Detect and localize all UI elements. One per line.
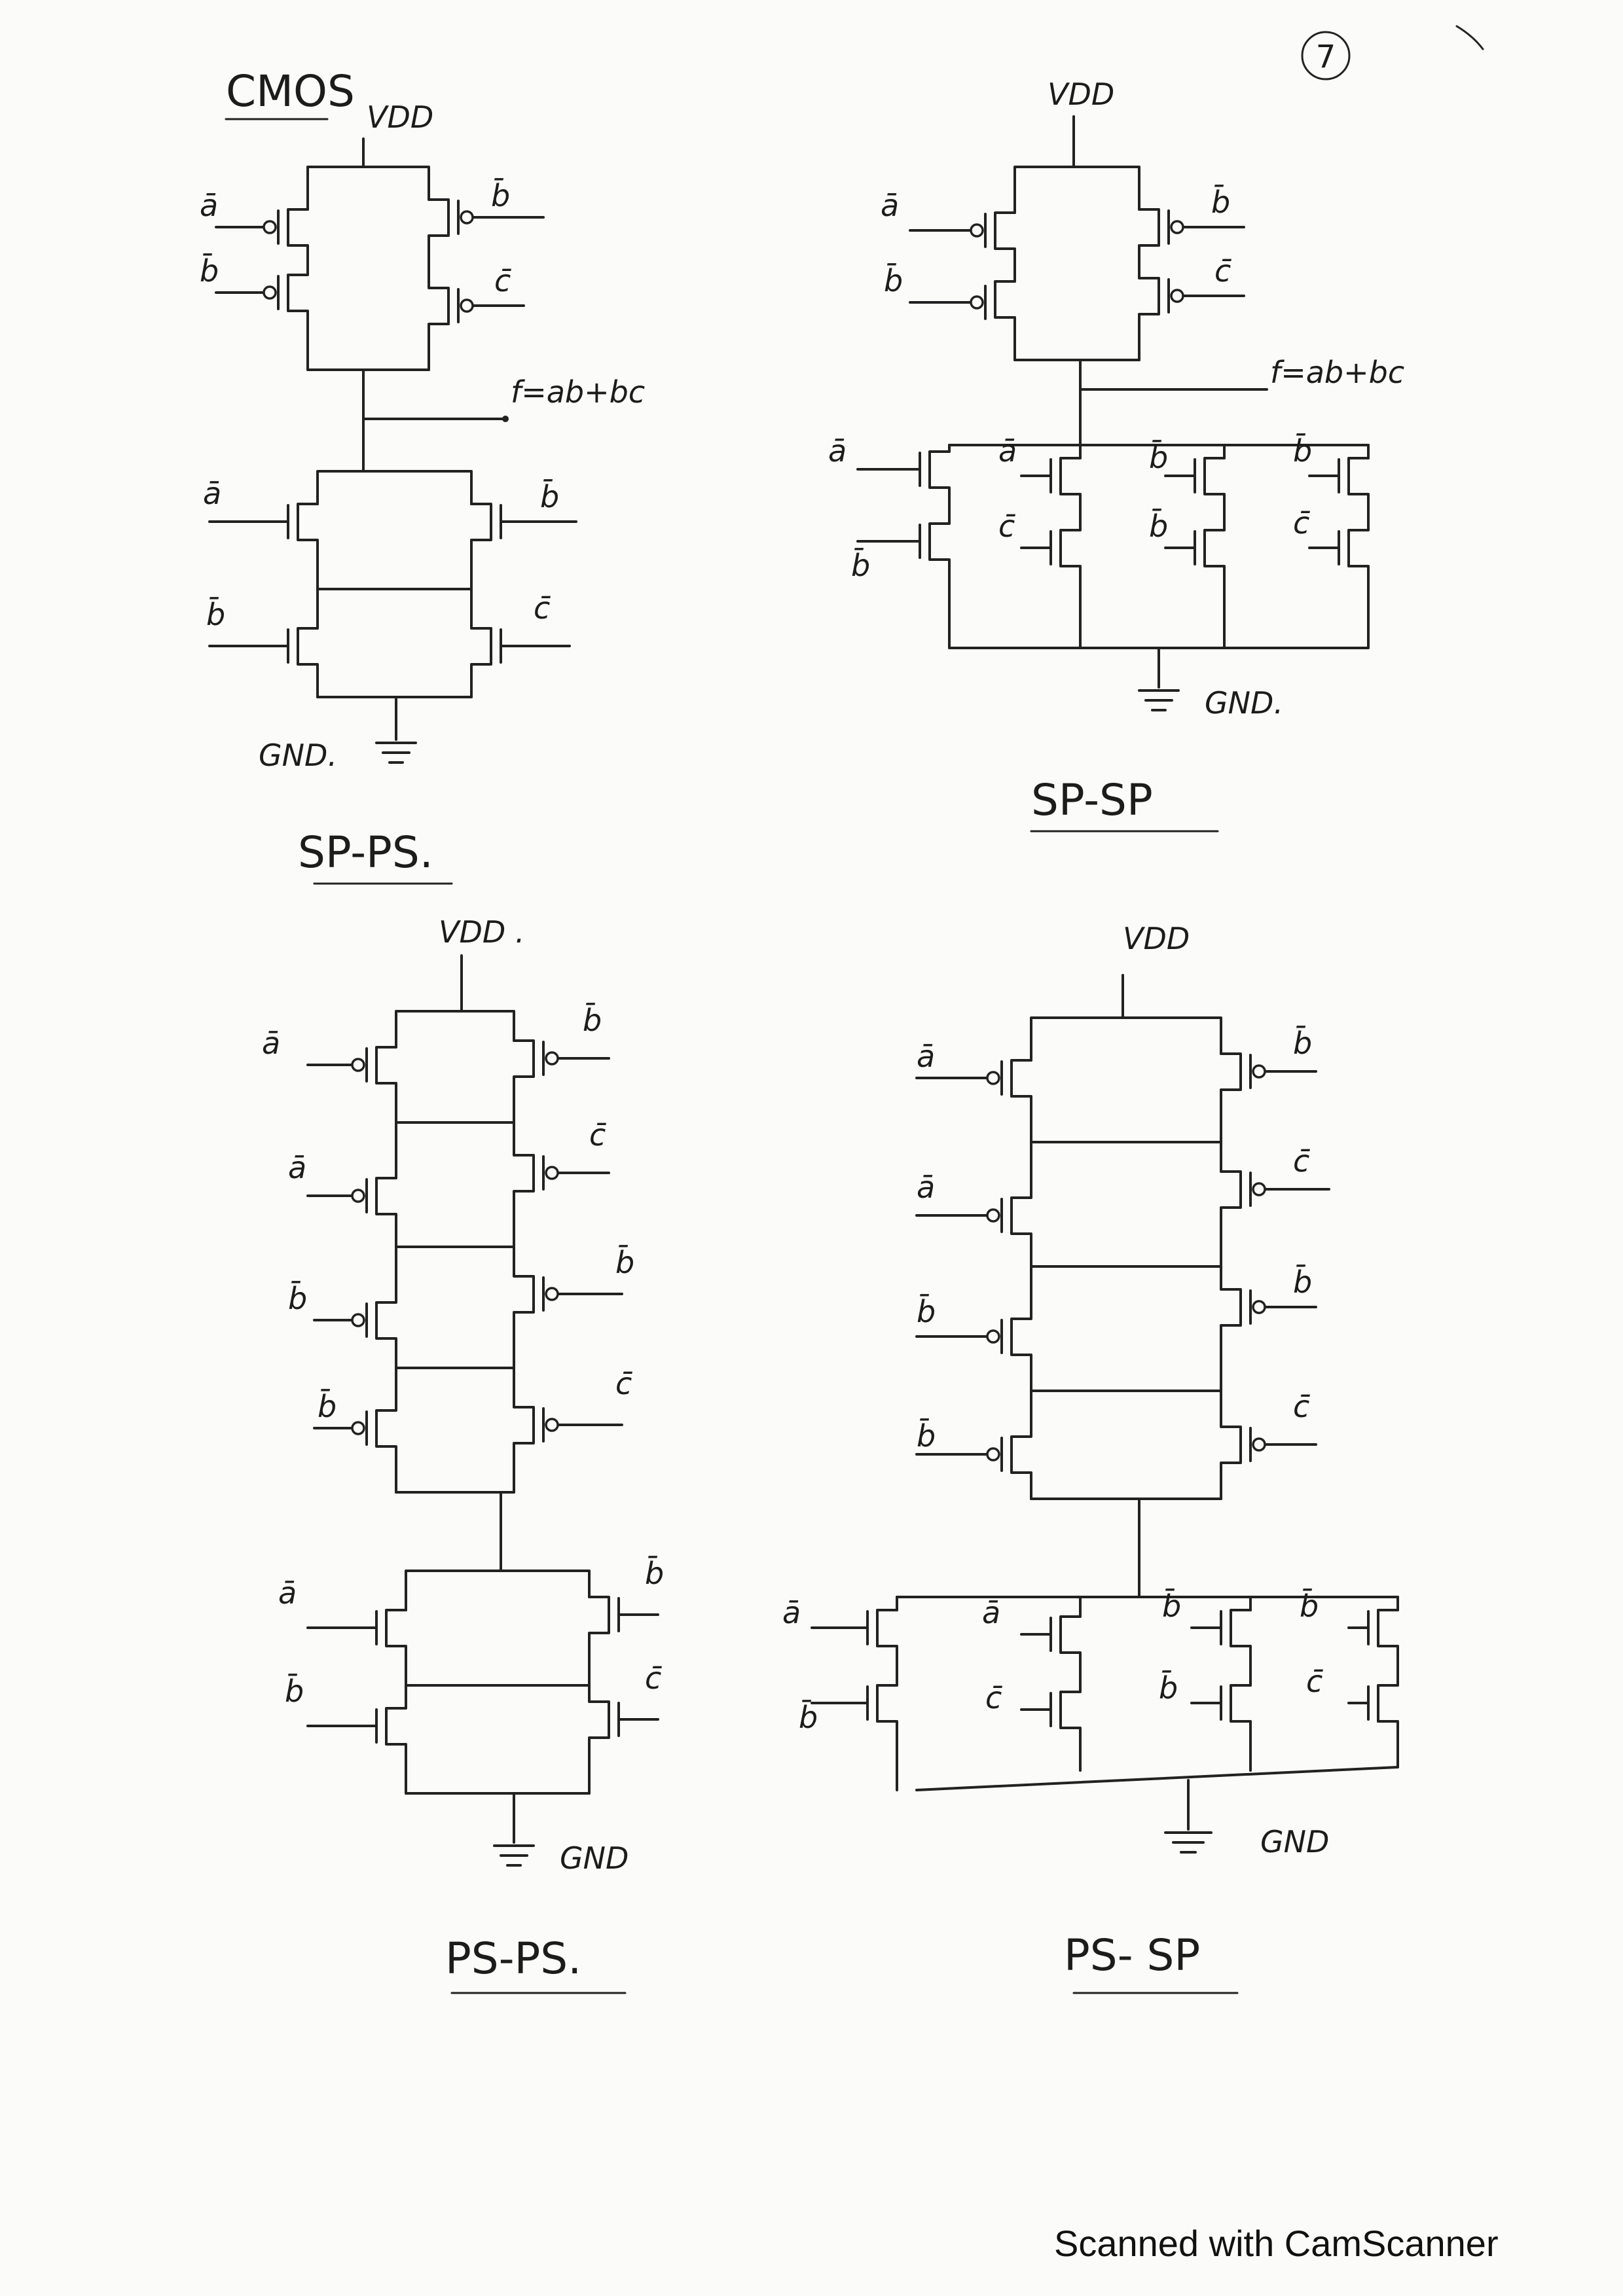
- pulldown-network: [278, 1556, 664, 1793]
- circuit-ps-sp-title: PS- SP: [1064, 1930, 1201, 1981]
- circuit-ps-ps: [262, 914, 664, 1993]
- gate-label: b̄: [200, 253, 219, 289]
- vdd-label: VDD: [1048, 77, 1115, 112]
- pullup-network: [881, 167, 1244, 360]
- gate-label: b̄: [1162, 1588, 1182, 1624]
- circuit-cmos: [200, 66, 645, 884]
- gate-label: b̄: [285, 1674, 304, 1709]
- gate-label: ā: [828, 433, 847, 469]
- circuit-cmos-subtitle: SP-PS.: [298, 827, 433, 878]
- gate-label: ā: [998, 433, 1017, 469]
- gate-label: b̄: [1293, 433, 1313, 469]
- gate-label: ā: [278, 1575, 297, 1611]
- page-number: [1302, 32, 1349, 79]
- gate-label: c̄: [494, 263, 511, 298]
- ground-symbol: [1165, 1833, 1211, 1852]
- gate-label: b̄: [318, 1389, 337, 1424]
- gnd-label: GND: [1260, 1824, 1330, 1859]
- output-function: f=ab+bc: [511, 374, 646, 410]
- gate-label: b̄: [1211, 185, 1231, 220]
- circuit-ps-sp: [782, 921, 1398, 1993]
- gate-label: b̄: [540, 479, 560, 514]
- pulldown-network: [782, 1588, 1398, 1790]
- gate-label: b̄: [645, 1556, 665, 1591]
- gate-label: c̄: [534, 590, 551, 626]
- scanner-watermark: Scanned with CamScanner: [1054, 2223, 1499, 2264]
- ground-symbol: [1139, 691, 1178, 710]
- gate-label: ā: [782, 1595, 801, 1630]
- gnd-label: GND.: [1205, 685, 1284, 721]
- gate-label: ā: [262, 1026, 281, 1061]
- vdd-label: VDD: [1123, 921, 1190, 956]
- ground-symbol: [376, 743, 416, 762]
- pulldown-network: [203, 471, 576, 697]
- gate-label: b̄: [288, 1281, 308, 1316]
- gate-label: b̄: [851, 548, 871, 583]
- gate-label: b̄: [884, 263, 903, 298]
- circuit-cmos-title: CMOS: [226, 66, 355, 117]
- vdd-label: VDD .: [439, 914, 525, 950]
- gate-label: b̄: [1149, 509, 1169, 544]
- gate-label: b̄: [491, 178, 511, 213]
- gate-label: b̄: [1293, 1265, 1313, 1300]
- pullup-network: [200, 167, 543, 370]
- gate-label: b̄: [1159, 1670, 1178, 1706]
- gate-label: b̄: [917, 1294, 936, 1329]
- gnd-label: GND.: [259, 738, 338, 773]
- gate-label: b̄: [206, 597, 226, 632]
- gate-label: c̄: [1306, 1664, 1323, 1699]
- gate-label: b̄: [615, 1245, 635, 1280]
- circuit-ps-ps-title: PS-PS.: [445, 1933, 582, 1984]
- gate-label: b̄: [917, 1418, 936, 1454]
- gate-label: c̄: [1214, 253, 1231, 289]
- gate-label: c̄: [998, 509, 1015, 544]
- pullup-network: [262, 1003, 634, 1492]
- gate-label: ā: [200, 188, 219, 223]
- gate-label: b̄: [583, 1003, 602, 1038]
- gate-label: ā: [982, 1595, 1001, 1630]
- gate-label: c̄: [589, 1117, 606, 1153]
- gate-label: c̄: [1293, 505, 1310, 541]
- pulldown-network: [828, 433, 1368, 648]
- gate-label: ā: [881, 188, 900, 223]
- gate-label: c̄: [645, 1660, 662, 1696]
- gate-label: ā: [917, 1170, 936, 1205]
- page-number-text: 7: [1315, 39, 1336, 75]
- gate-label: b̄: [1149, 440, 1169, 475]
- gate-label: c̄: [1293, 1389, 1310, 1424]
- gate-label: c̄: [985, 1680, 1002, 1715]
- gate-label: c̄: [615, 1366, 632, 1401]
- gate-label: b̄: [1300, 1588, 1319, 1624]
- gnd-label: GND: [560, 1840, 629, 1876]
- pullup-network: [917, 1018, 1329, 1499]
- gate-label: c̄: [1293, 1143, 1310, 1179]
- gate-label: b̄: [799, 1700, 818, 1735]
- circuit-sp-sp: [828, 77, 1404, 831]
- gate-label: b̄: [1293, 1026, 1313, 1061]
- gate-label: ā: [203, 476, 222, 511]
- circuit-sp-sp-title: SP-SP: [1031, 775, 1153, 825]
- corner-mark: [1457, 26, 1483, 49]
- output-function: f=ab+bc: [1270, 355, 1405, 390]
- gate-label: ā: [917, 1039, 936, 1074]
- vdd-label: VDD: [367, 99, 434, 135]
- ground-symbol: [494, 1846, 534, 1865]
- gate-label: ā: [288, 1150, 307, 1185]
